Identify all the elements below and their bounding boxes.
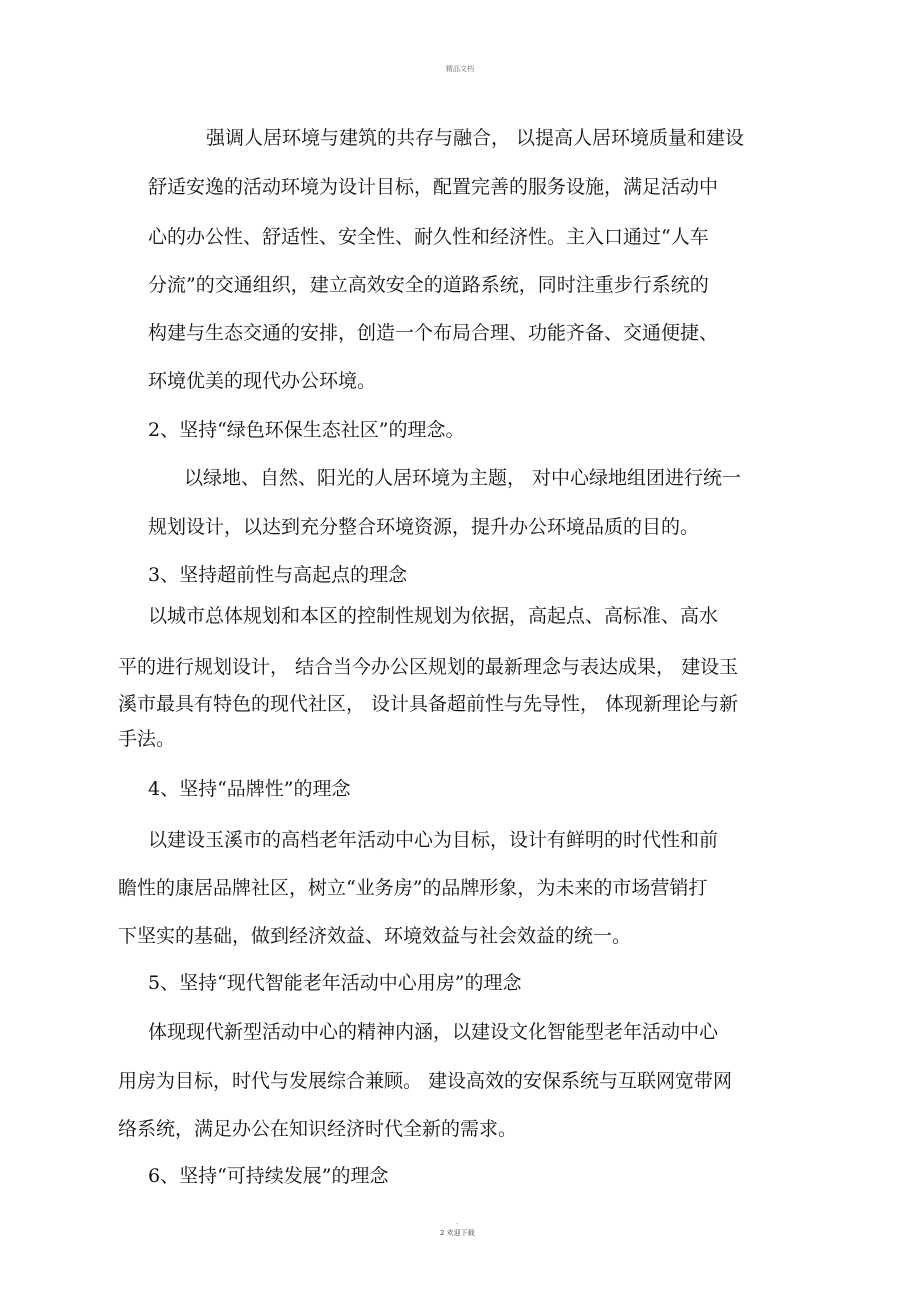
paragraph-line: 以绿地、自然、阳光的人居环境为主题， 对中心绿地组团进行统一	[184, 467, 742, 489]
section-heading: 3、坚持超前性与高起点的理念	[148, 564, 408, 586]
section-heading: 4、坚持“品牌性”的理念	[148, 778, 351, 800]
section-heading: 2、坚持“绿色环保生态社区”的理念。	[148, 419, 465, 441]
section-heading: 5、坚持“现代智能老年活动中心用房”的理念	[148, 972, 522, 994]
paragraph-line: 手法。	[118, 728, 176, 750]
paragraph-line: 瞻性的康居品牌社区，树立“业务房”的品牌形象，为未来的市场营销打	[118, 877, 708, 899]
paragraph-line: 环境优美的现代办公环境。	[148, 370, 377, 392]
paragraph-line: 平的进行规划设计， 结合当今办公区规划的最新理念与表达成果， 建设玉	[118, 656, 739, 678]
paragraph-line: 用房为目标，时代与发展综合兼顾。 建设高效的安保系统与互联网宽带网	[118, 1070, 733, 1092]
paragraph-line: 构建与生态交通的安排，创造一个布局合理、功能齐备、交通便捷、	[148, 322, 719, 344]
paragraph-line: 规划设计，以达到充分整合环境资源，提升办公环境品质的目的。	[148, 516, 700, 538]
page-footer: 2 欢迎下载	[440, 1229, 475, 1237]
paragraph-line: 溪市最具有特色的现代社区， 设计具备超前性与先导性， 体现新理论与新	[118, 693, 739, 715]
paragraph-line: 以城市总体规划和本区的控制性规划为依据，高起点、高标准、高水	[148, 605, 719, 627]
paragraph-line: 以建设玉溪市的高档老年活动中心为目标，设计有鲜明的时代性和前	[148, 829, 719, 851]
paragraph-line: 下坚实的基础，做到经济效益、环境效益与社会效益的统一。	[118, 925, 632, 947]
footer-marker: .	[456, 1218, 459, 1226]
paragraph-line: 心的办公性、舒适性、安全性、耐久性和经济性。主入口通过“人车	[148, 226, 709, 248]
paragraph-line: 分流”的交通组织，建立高效安全的道路系统，同时注重步行系统的	[148, 274, 709, 296]
paragraph-line: 舒适安逸的活动环境为设计目标，配置完善的服务设施，满足活动中	[148, 176, 719, 198]
paragraph-line: 强调人居环境与建筑的共存与融合， 以提高人居环境质量和建设	[206, 127, 745, 149]
section-heading: 6、坚持“可持续发展”的理念	[148, 1165, 389, 1187]
paragraph-line: 体现现代新型活动中心的精神内涵，以建设文化智能型老年活动中心	[148, 1021, 719, 1043]
page-header: 精品文档	[446, 65, 474, 73]
paragraph-line: 络系统，满足办公在知识经济时代全新的需求。	[118, 1118, 518, 1140]
